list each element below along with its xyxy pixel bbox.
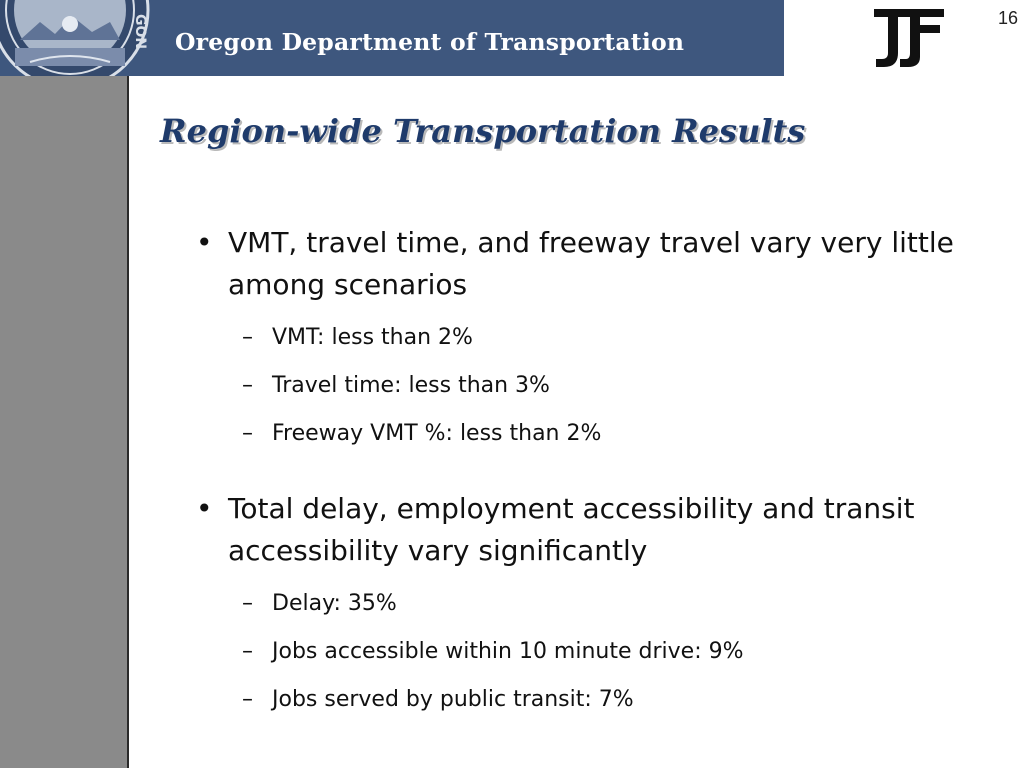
- sub-list: [190, 588, 1010, 732]
- sub-text: Jobs served by public transit: 7%: [272, 687, 634, 712]
- bullet-dot-icon: •: [196, 226, 213, 259]
- dash-icon: –: [242, 325, 253, 350]
- sub-text: Delay: 35%: [272, 591, 397, 616]
- agency-name: Oregon Department of Transportation: [175, 28, 685, 56]
- sub-item: [190, 636, 1010, 684]
- dash-icon: –: [242, 591, 253, 616]
- oregon-seal-icon: [0, 0, 160, 76]
- bullet-text: Total delay, employment accessibility and transit accessibility vary significantly: [228, 492, 915, 567]
- sub-text: VMT: less than 2%: [272, 325, 473, 350]
- sub-item: [190, 588, 1010, 636]
- side-bar: [0, 76, 129, 768]
- sub-item: [190, 684, 1010, 732]
- bullet-dot-icon: •: [196, 492, 213, 525]
- bullet-item: [190, 488, 1010, 572]
- dash-icon: –: [242, 421, 253, 446]
- sub-item: [190, 418, 1010, 466]
- slide-title: Region-wide Transportation Results: [160, 112, 806, 150]
- sub-text: Freeway VMT %: less than 2%: [272, 421, 602, 446]
- odot-logo-icon: [870, 3, 948, 71]
- dash-icon: –: [242, 373, 253, 398]
- sub-item: [190, 370, 1010, 418]
- bullet-text: VMT, travel time, and freeway travel vary very little among scenarios: [228, 226, 954, 301]
- slide-number: 16: [997, 8, 1018, 28]
- sub-text: Travel time: less than 3%: [272, 373, 550, 398]
- dash-icon: –: [242, 687, 253, 712]
- svg-text:GON: GON: [132, 14, 148, 50]
- header-banner: [0, 0, 784, 76]
- bullet-item: [190, 222, 1010, 306]
- sub-text: Jobs accessible within 10 minute drive: 9%: [272, 639, 744, 664]
- sub-item: [190, 322, 1010, 370]
- slide-content: [190, 222, 1010, 754]
- sub-list: [190, 322, 1010, 466]
- dash-icon: –: [242, 639, 253, 664]
